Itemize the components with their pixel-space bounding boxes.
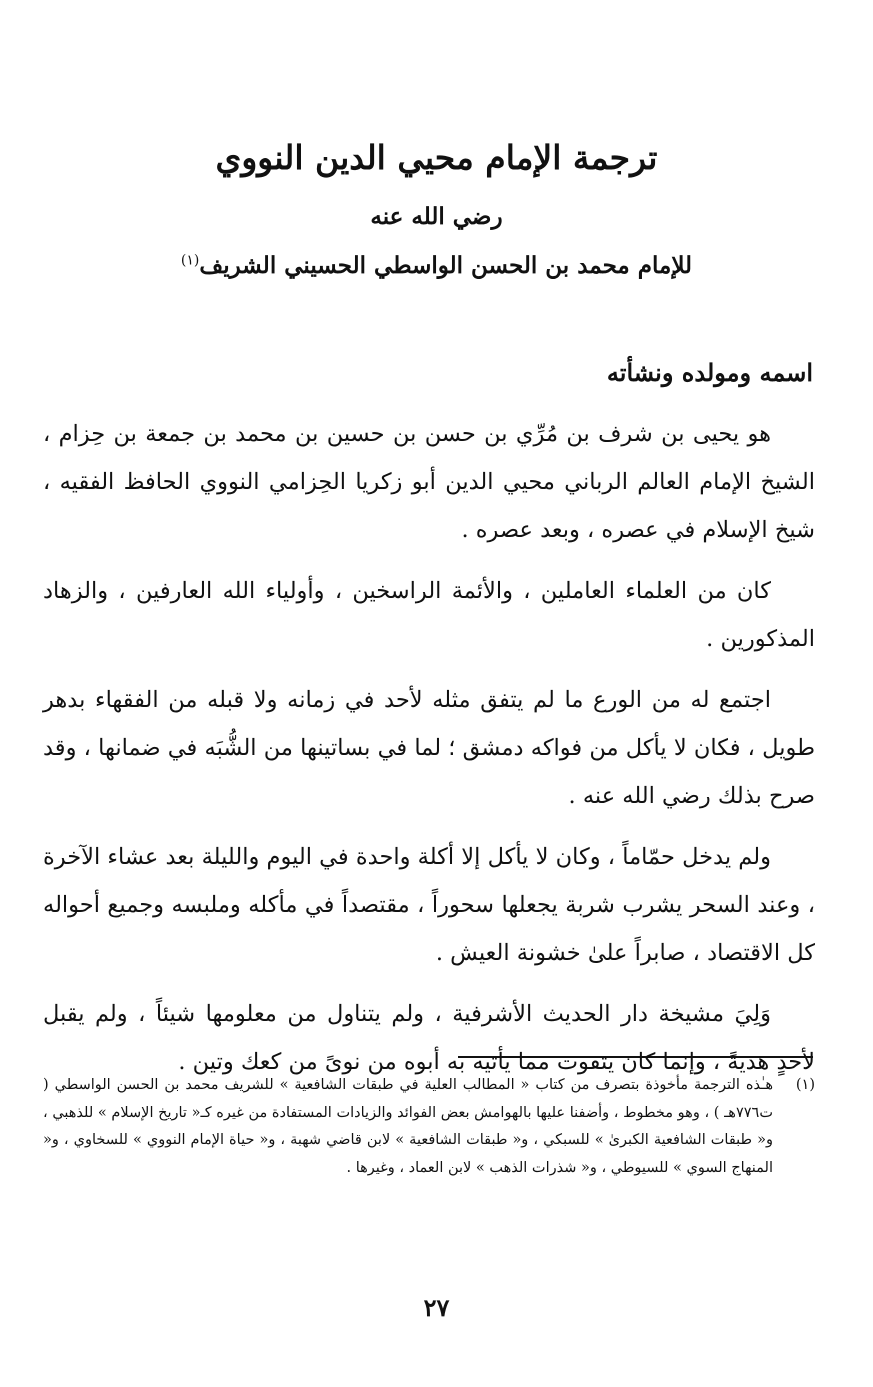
section-heading: اسمه ومولده ونشأته bbox=[606, 358, 813, 387]
paragraph: اجتمع له من الورع ما لم يتفق مثله لأحد في زمانه ولا قبله من الفقهاء بدهر طويل ، فكان لا يأكل من فواكه دمشق ؛ لما في بساتينها من الشُّبَه في ضمانها ، وقد صرح بذلك رضي الله عنه . bbox=[43, 687, 815, 809]
page-title: ترجمة الإمام محيي الدين النووي bbox=[215, 138, 658, 177]
page-number: ٢٧ bbox=[423, 1293, 450, 1322]
paragraph: هو يحيى بن شرف بن مُرِّي بن حسن بن حسين بن محمد بن جمعة بن حِزام ، الشيخ الإمام العالم الرباني محيي الدين أبو زكريا الحِزامي النووي الحافظ الفقيه ، شيخ الإسلام في عصره ، وبعد عصره . bbox=[43, 421, 815, 543]
page-subtitle: رضي الله عنه bbox=[370, 203, 503, 230]
footnote-text: هـٰذه الترجمة مأخوذة بتصرف من كتاب « المطالب العلية في طبقات الشافعية » للشريف محمد بن الحسن الواسطي ( ت٧٧٦هـ ) ، وهو مخطوط ، وأضفنا عليها بالهوامش بعض الفوائد والزيادات المستفادة من غيره كـ« تاريخ الإسلام » للذهبي ، و« طبقات الشافعية الكبرىٰ » للسبكي ، و« طبقات الشافعية » لابن قاضي شهبة ، و« حياة الإمام النووي » للسخاوي ، و« المنهاج السوي » للسيوطي ، و« شذرات الذهب » لابن العماد ، وغيرها . bbox=[43, 1077, 773, 1176]
paragraph: وَلِيَ مشيخة دار الحديث الأشرفية ، ولم يتناول من معلومها شيئاً ، ولم يقبل لأحدٍ هديةً ، وإنما كان يتقوت مما يأتيه به أبوه من نوىً من كعك وتين . bbox=[43, 1001, 815, 1075]
footnote-marker: (١) bbox=[795, 1077, 815, 1093]
footnote bbox=[43, 1072, 815, 1182]
paragraph: كان من العلماء العاملين ، والأئمة الراسخين ، وأولياء الله العارفين ، والزهاد المذكورين . bbox=[43, 578, 815, 652]
author-name: للإمام محمد بن الحسن الواسطي الحسيني الشريف bbox=[199, 252, 693, 279]
paragraph: ولم يدخل حمّاماً ، وكان لا يأكل إلا أكلة واحدة في اليوم والليلة بعد عشاء الآخرة ، وعند السحر يشرب شربة يجعلها سحوراً ، مقتصداً في مأكله وملبسه وجميع أحواله كل الاقتصاد ، صابراً علىٰ خشونة العيش . bbox=[43, 844, 815, 966]
body-text bbox=[43, 410, 815, 1099]
footnote-reference: (١) bbox=[180, 252, 200, 269]
author-line bbox=[0, 252, 873, 279]
footnote-divider bbox=[458, 1056, 813, 1058]
